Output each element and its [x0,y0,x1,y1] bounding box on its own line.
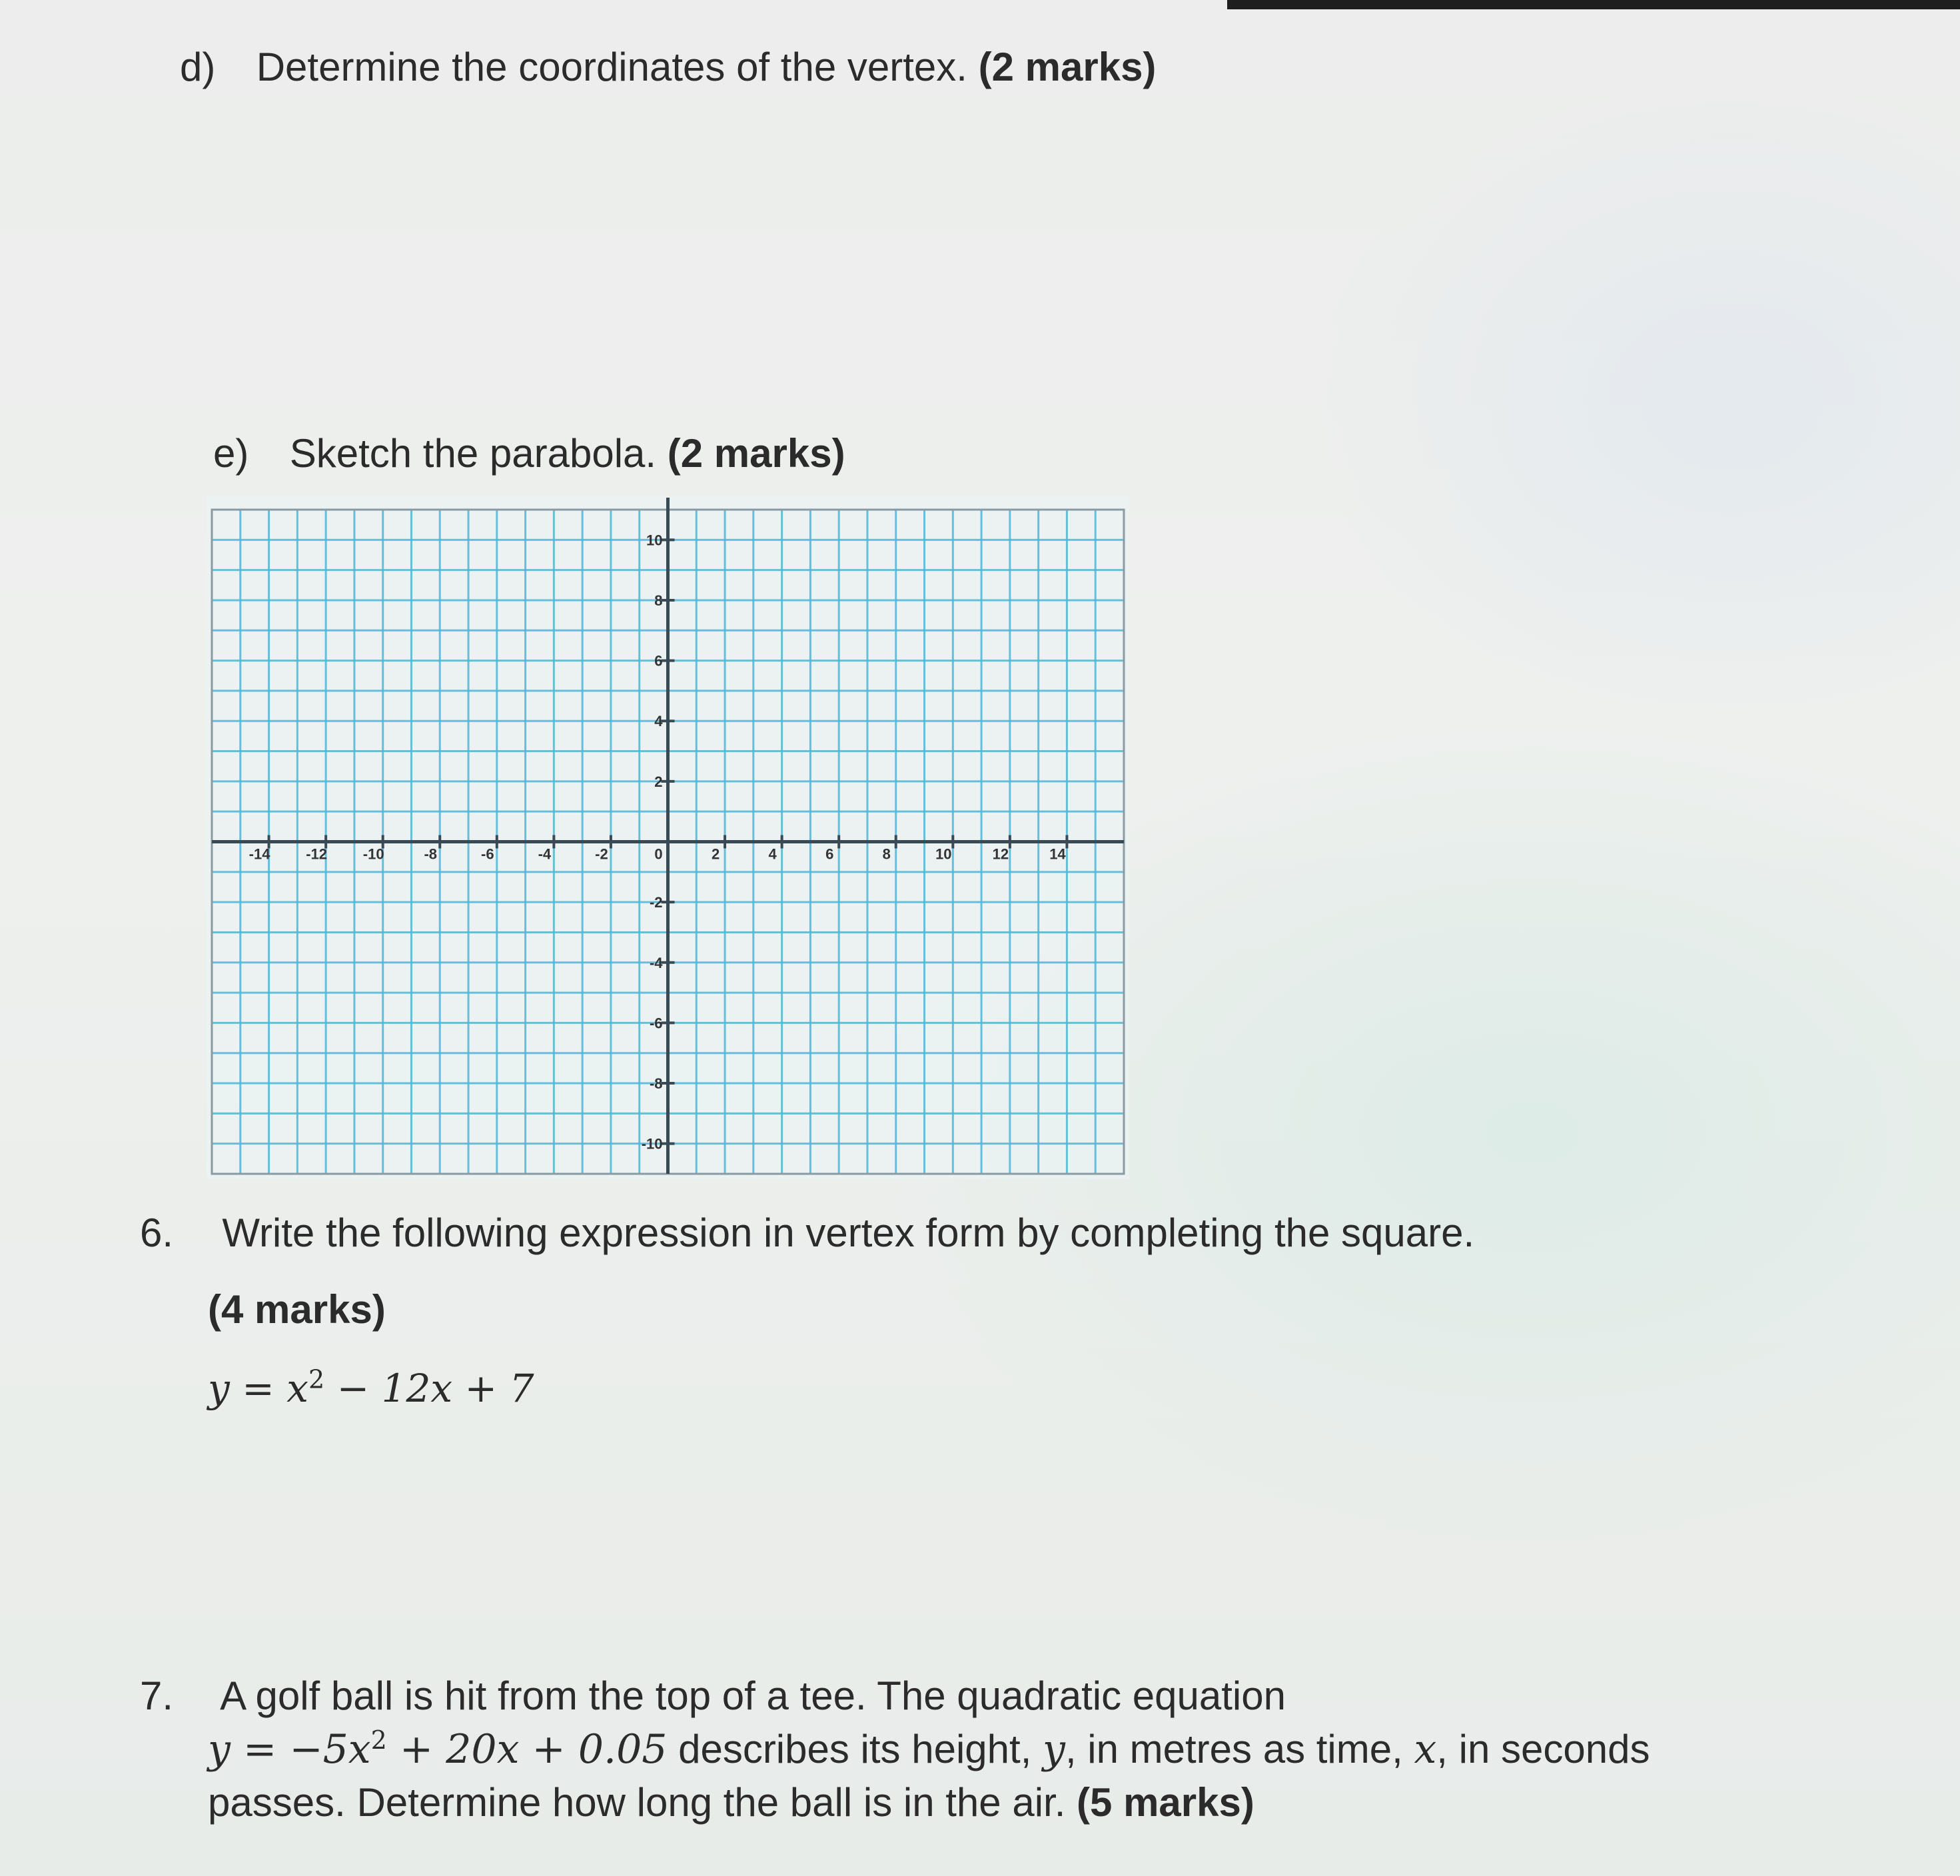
x-tick-label: 4 [768,845,777,863]
question-6-marks: (4 marks) [208,1287,386,1332]
part-d-label: d) [180,45,216,89]
part-e-text: Sketch the parabola. [289,431,657,476]
y-tick-label: -8 [649,1075,663,1093]
y-tick-label: 6 [654,652,663,670]
coordinate-grid-svg [207,496,1129,1179]
question-6-text: Write the following expression in vertex form by completing the square. [222,1210,1475,1255]
q7-line3: passes. Determine how long the ball is in the air. [208,1780,1066,1825]
q7-eq-rhs: + 20x + 0.05 [386,1726,668,1773]
q6-eq-rhs: − 12x + 7 [324,1366,534,1411]
x-tick-label: 2 [711,845,720,863]
question-6-number: 6. [140,1210,174,1255]
question-7-line-2 [208,1722,1650,1777]
x-tick-label: 14 [1049,845,1066,863]
question-6-equation [208,1362,534,1415]
question-6 [140,1206,1474,1260]
part-d-marks: (2 marks) [978,45,1157,89]
q6-eq-exponent: 2 [308,1364,325,1394]
x-tick-label: -8 [424,845,438,863]
x-tick-label: -6 [481,845,494,863]
screen-bezel-edge [1227,0,1960,9]
part-e-marks: (2 marks) [667,431,845,476]
part-e-label: e) [213,431,249,476]
x-tick-label: -10 [362,845,384,863]
x-tick-label: -14 [248,845,270,863]
q7-eq-exponent: 2 [370,1725,387,1755]
q7-var-y: y [1043,1726,1065,1773]
q7-var-x: x [1414,1726,1437,1773]
part-e-question [213,426,845,480]
x-tick-label: -2 [595,845,608,863]
x-tick-label: 8 [882,845,891,863]
y-tick-label: -10 [641,1135,663,1153]
x-tick-label: 10 [935,845,952,863]
y-tick-label: 4 [654,713,663,730]
q6-eq-lhs: y = x [208,1366,308,1411]
question-7-line-3 [208,1775,1254,1829]
q7-line2-rest: describes its height, [667,1727,1043,1771]
x-tick-label: -12 [306,845,328,863]
y-tick-label: -2 [649,894,663,911]
question-7-marks: (5 marks) [1077,1780,1254,1825]
x-tick-label: 0 [654,845,663,863]
x-tick-label: -4 [538,845,552,863]
x-tick-label: 12 [992,845,1009,863]
question-6-marks-line [208,1282,386,1336]
question-7-line-1 [140,1669,1286,1723]
q7-line2-end: , in seconds [1436,1727,1650,1771]
q7-eq-lhs: y = −5x [208,1726,371,1773]
part-d-question [180,40,1156,94]
y-tick-label: -6 [649,1015,663,1032]
y-tick-label: 2 [654,773,663,790]
x-tick-label: 6 [825,845,834,863]
y-tick-label: 8 [654,592,663,609]
q7-line2-mid: , in metres as time, [1065,1727,1414,1771]
question-7-number: 7. [140,1673,174,1718]
coordinate-grid [207,496,1129,1179]
question-7-line1: A golf ball is hit from the top of a tee. The quadratic equation [220,1673,1286,1718]
part-d-text: Determine the coordinates of the vertex. [256,45,967,89]
y-tick-label: 10 [646,532,663,549]
y-tick-label: -4 [649,954,663,971]
